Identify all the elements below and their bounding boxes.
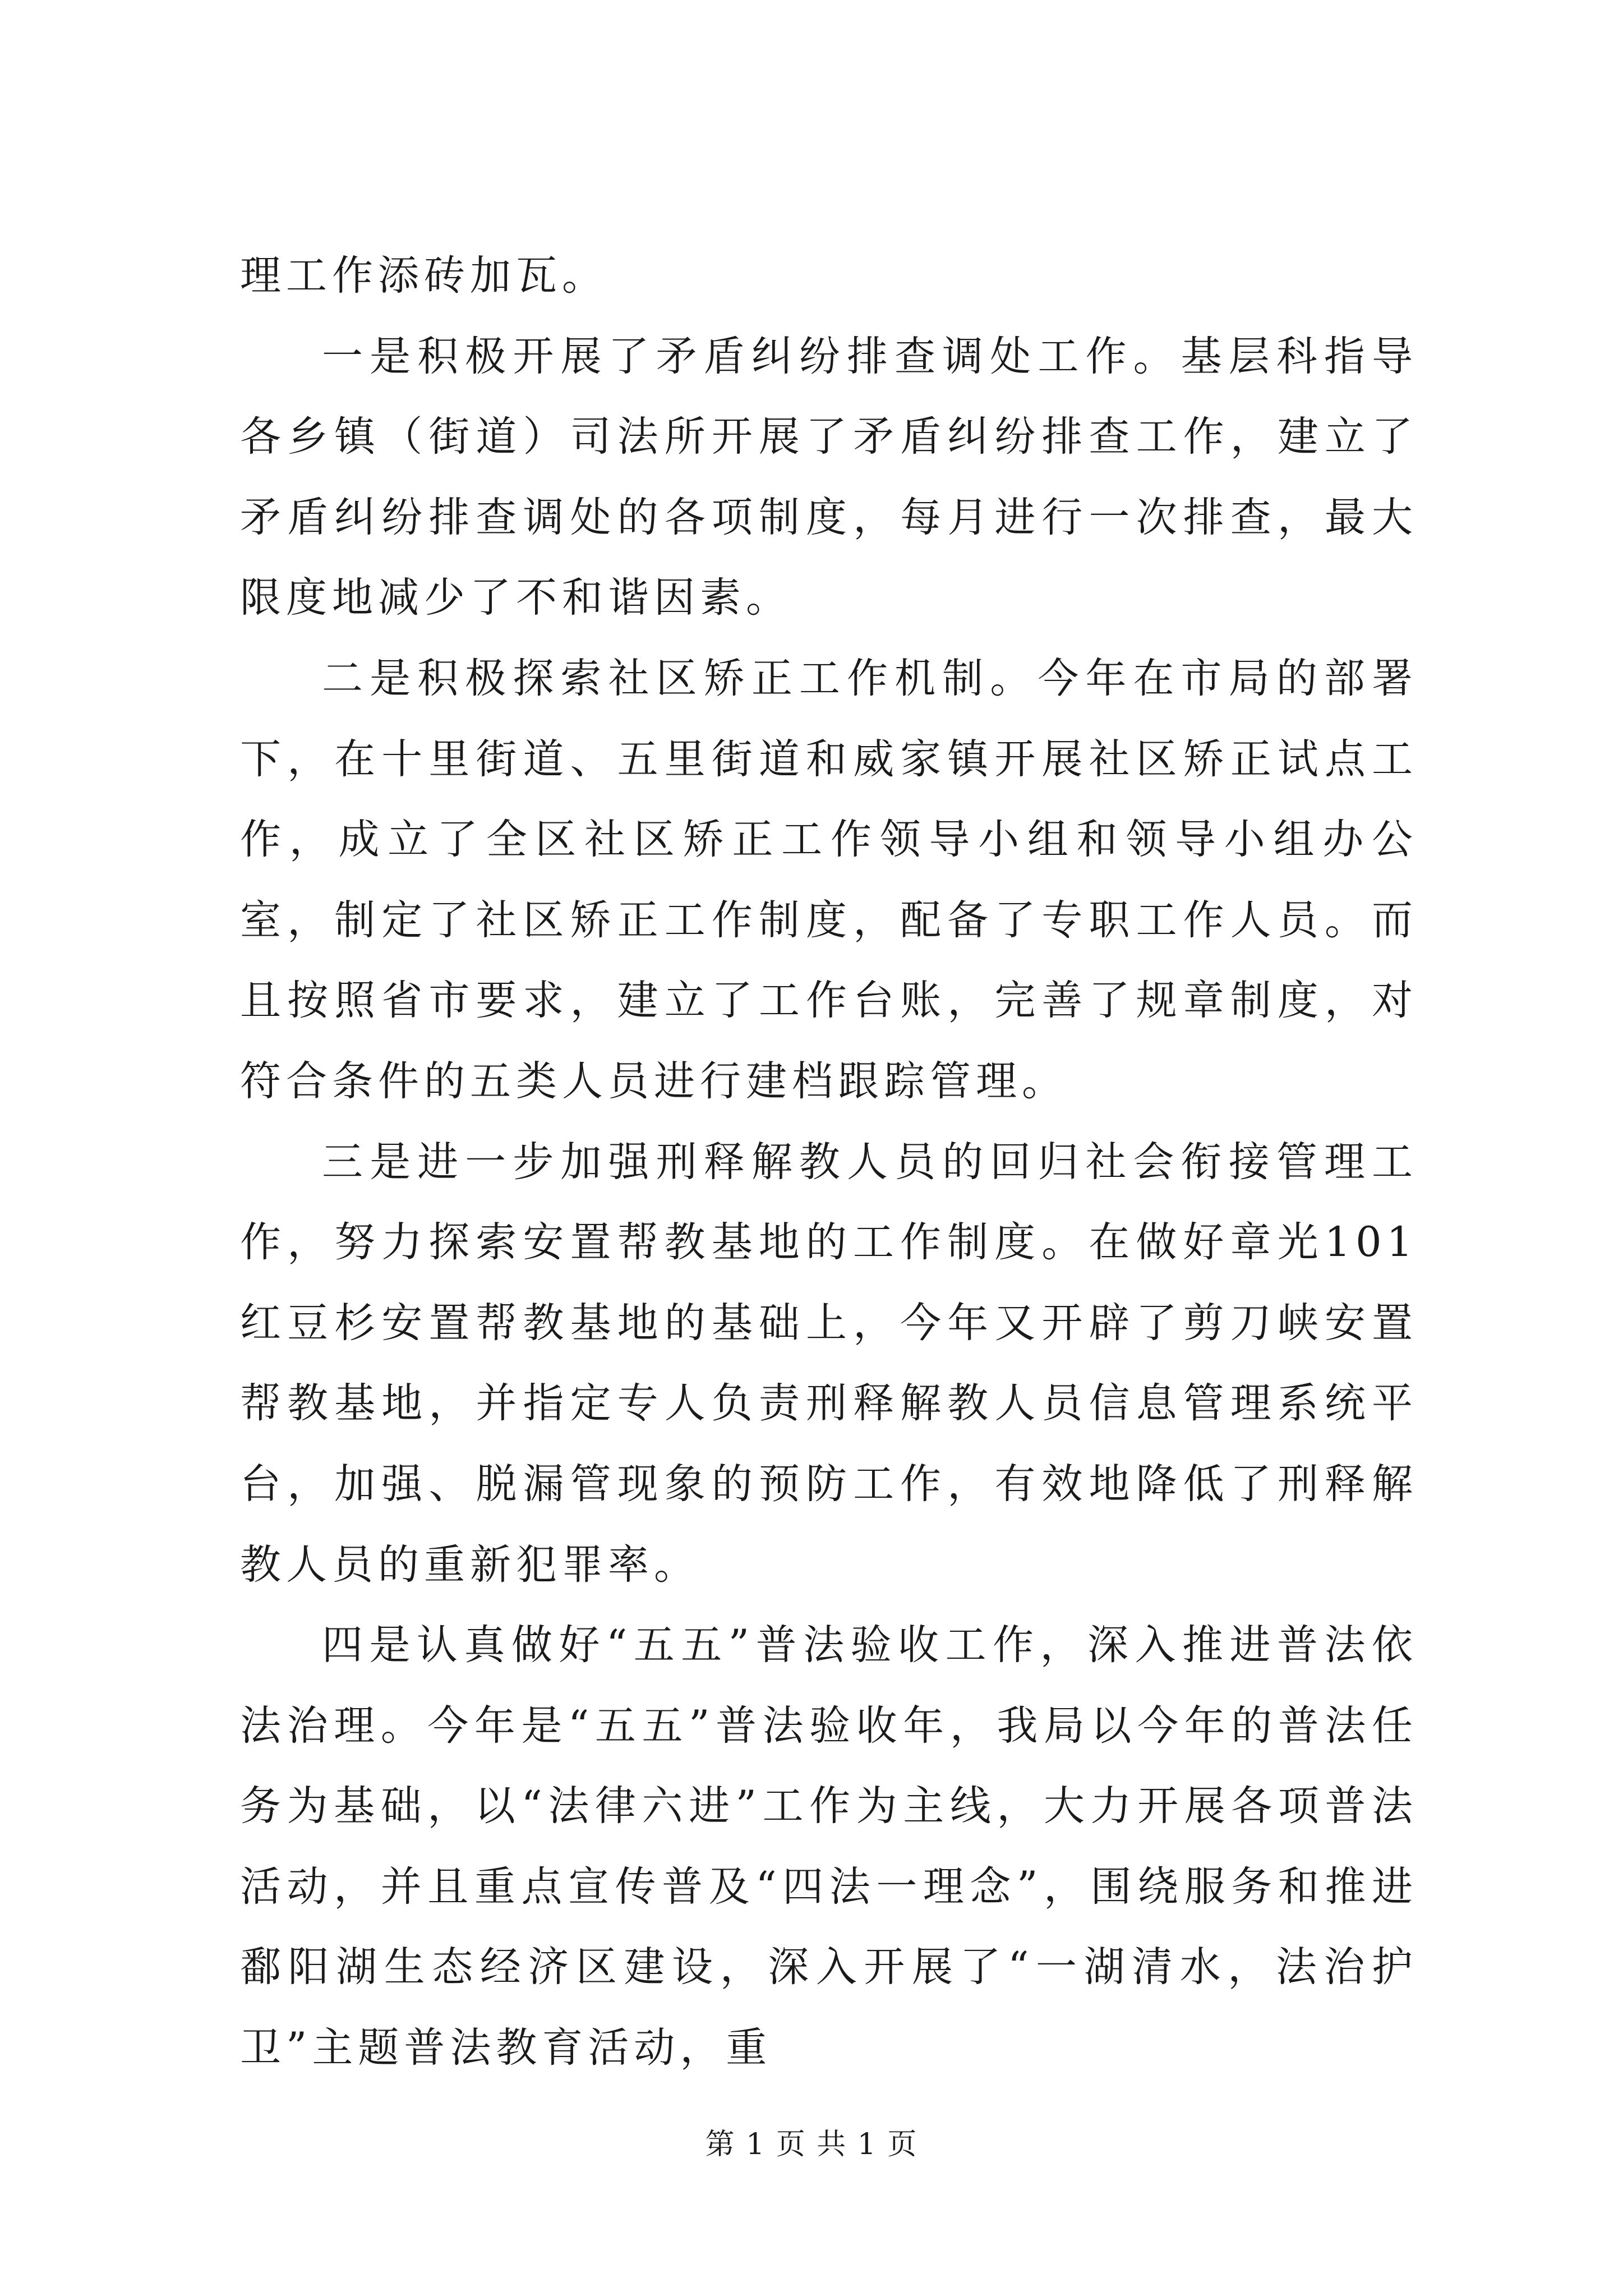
paragraph-1: 理工作添砖加瓦。: [240, 252, 608, 300]
page-footer: [0, 2120, 1623, 2162]
paragraph-2: 一是积极开展了矛盾纠纷排查调处工作。基层科指导各乡镇（街道）司法所开展了矛盾纠纷排查工作，建立了矛盾纠纷排查调处的各项制度，每月进行一次排查，最大限度地减少了不和谐因素。: [240, 332, 1418, 622]
paragraph-5: 四是认真做好“五五”普法验收工作，深入推进普法依法治理。今年是“五五”普法验收年，我局以今年的普法任务为基础，以“法律六进”工作为主线，大力开展各项普法活动，并且重点宣传普及“四法一理念”，围绕服务和推进鄱阳湖生态经济区建设，深入开展了“一湖清水，法治护卫”主题普法教育活动，重: [240, 1621, 1418, 2072]
document-body: [240, 236, 1418, 2088]
page-number-label: 第 1 页 共 1 页: [705, 2128, 918, 2161]
paragraph-4: 三是进一步加强刑释解教人员的回归社会衔接管理工作，努力探索安置帮教基地的工作制度。在做好章光101红豆杉安置帮教基地的基础上，今年又开辟了剪刀峡安置帮教基地，并指定专人负责刑释解教人员信息管理系统平台，加强、脱漏管现象的预防工作，有效地降低了刑释解教人员的重新犯罪率。: [240, 1138, 1418, 1589]
paragraph-3: 二是积极探索社区矫正工作机制。今年在市局的部署下，在十里街道、五里街道和威家镇开展社区矫正试点工作，成立了全区社区矫正工作领导小组和领导小组办公室，制定了社区矫正工作制度，配备了专职工作人员。而且按照省市要求，建立了工作台账，完善了规章制度，对符合条件的五类人员进行建档跟踪管理。: [240, 654, 1418, 1105]
